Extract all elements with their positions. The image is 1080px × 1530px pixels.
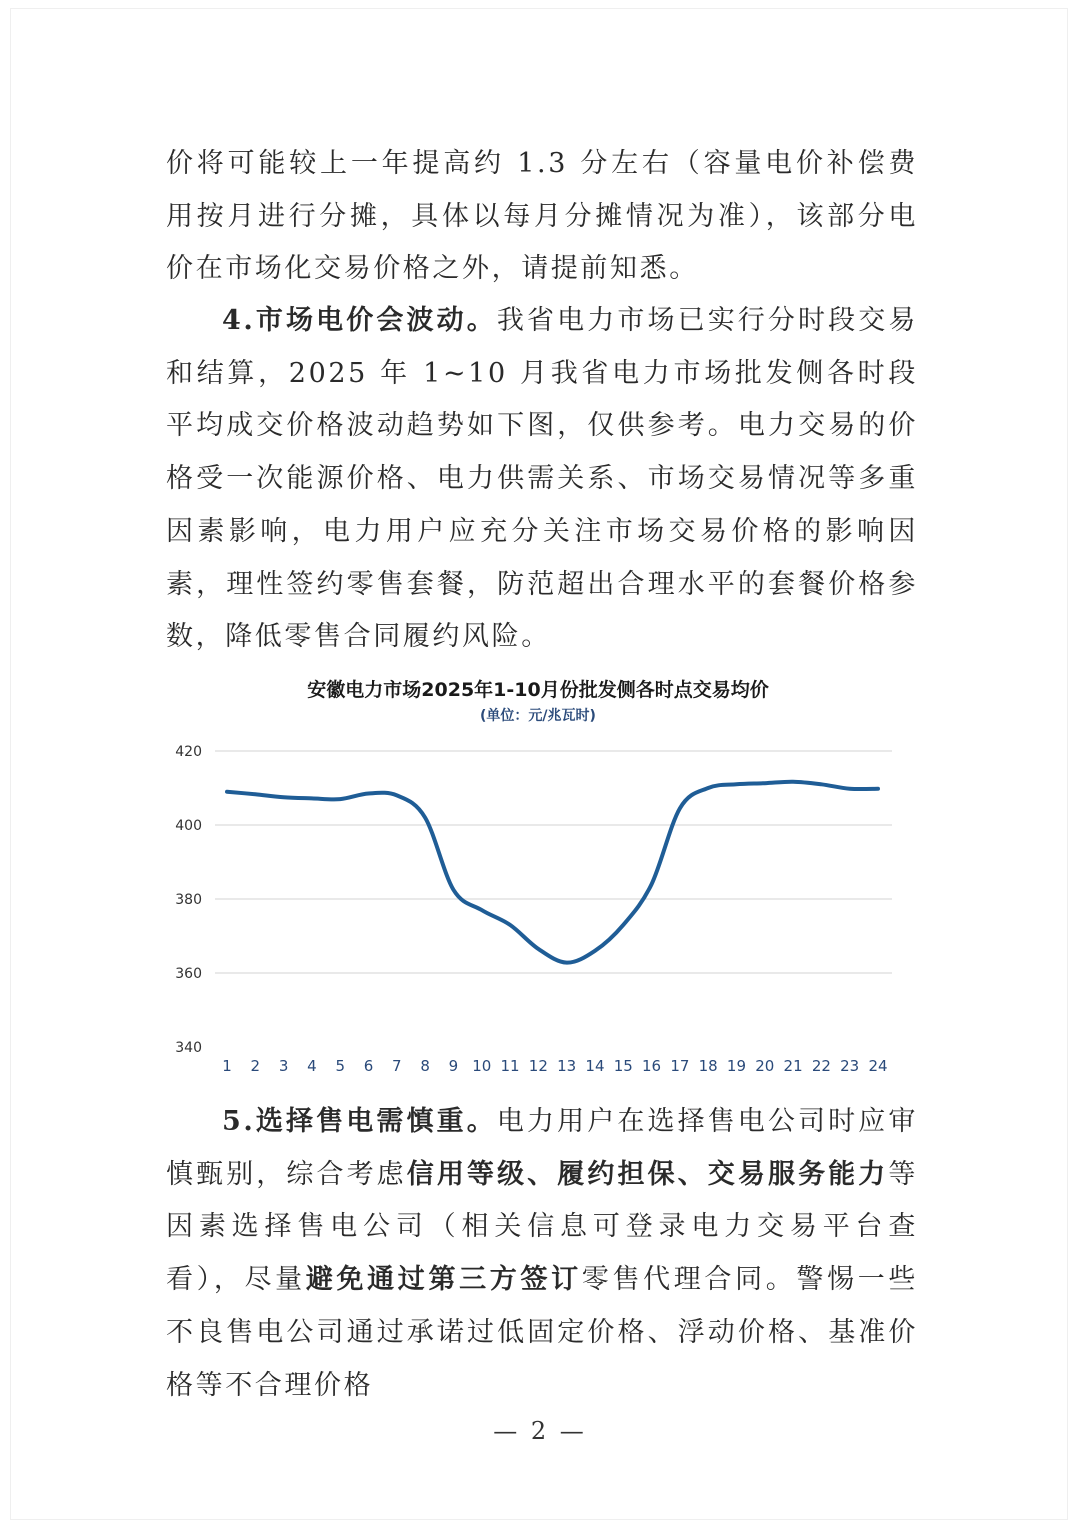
section-5-heading: 5.选择售电需慎重。: [222, 1106, 497, 1137]
chart-series: [227, 781, 879, 963]
data-point: [481, 910, 482, 911]
data-point: [510, 924, 511, 925]
x-tick-label: 23: [840, 1057, 860, 1075]
y-tick-label: 340: [175, 1040, 202, 1056]
data-point: [311, 798, 312, 799]
chart-x-axis: [222, 1057, 887, 1075]
x-tick-label: 15: [613, 1057, 633, 1075]
data-point: [651, 884, 652, 885]
x-tick-label: 16: [642, 1057, 662, 1075]
x-tick-label: 9: [448, 1057, 459, 1075]
x-tick-label: 17: [670, 1057, 690, 1075]
data-point: [821, 784, 822, 785]
data-point: [255, 794, 256, 795]
x-tick-label: 22: [811, 1057, 831, 1075]
data-point: [793, 781, 794, 782]
data-point: [594, 950, 595, 951]
x-tick-label: 6: [363, 1057, 374, 1075]
y-tick-label: 360: [175, 966, 202, 982]
section-5-text-3: 零售代理合同。警惕一些不良售电公司通过承诺过低固定价格、浮动价格、基准价格等不合理价格: [166, 1264, 918, 1401]
data-point: [425, 817, 426, 818]
data-point: [340, 799, 341, 800]
data-point: [736, 784, 737, 785]
x-tick-label: 13: [557, 1057, 577, 1075]
x-tick-label: 2: [250, 1057, 261, 1075]
section-5-text-2: 等因素选择售电公司（相关信息可登录电力交易平台查看），尽量: [166, 1158, 918, 1296]
series-line: [227, 782, 878, 963]
data-point: [368, 793, 369, 794]
data-point: [453, 889, 454, 890]
data-point: [878, 788, 879, 789]
chart-y-axis: [175, 744, 202, 1056]
data-point: [623, 924, 624, 925]
data-point: [566, 962, 567, 963]
price-chart-svg: [160, 674, 910, 1084]
chart-gridlines: [215, 751, 892, 973]
x-tick-label: 21: [783, 1057, 803, 1075]
service-capability-emphasis: 交易服务能力: [707, 1158, 889, 1190]
x-tick-label: 7: [392, 1057, 402, 1075]
data-point: [679, 808, 680, 809]
data-point: [283, 797, 284, 798]
x-tick-label: 20: [755, 1057, 775, 1075]
credit-level-emphasis: 信用等级: [406, 1158, 528, 1190]
section-4-heading: 4.市场电价会波动。: [222, 305, 497, 336]
chart-subtitle: (单位：元/兆瓦时): [480, 708, 596, 724]
y-tick-label: 400: [175, 818, 202, 834]
paragraph-continued-text: 价将可能较上一年提高约 1.3 分左右（容量电价补偿费用按月进行分摊，具体以每月分摊情况为准），该部分电价在市场化交易价格之外，请提前知悉。: [166, 148, 918, 285]
data-point: [396, 795, 397, 796]
y-tick-label: 380: [175, 892, 202, 908]
x-tick-label: 24: [868, 1057, 888, 1075]
chart-title: 安徽电力市场2025年1-10月份批发侧各时点交易均价: [307, 679, 769, 701]
section-4-body: 我省电力市场已实行分时段交易和结算，2025 年 1~10 月我省电力市场批发侧各时段平均成交价格波动趋势如下图，仅供参考。电力交易的价格受一次能源价格、电力供需关系、市场交易情况等多重因素影响，电力用户应充分关注市场交易价格的影响因素，理性签约零售套餐，防范超出合理水平的套餐价格参数，降低零售合同履约风险。: [166, 305, 918, 653]
data-point: [764, 783, 765, 784]
price-chart: [160, 674, 910, 1084]
separator: 、: [677, 1158, 708, 1190]
x-tick-label: 5: [335, 1057, 345, 1075]
data-point: [538, 948, 539, 949]
separator: 、: [527, 1158, 558, 1190]
x-tick-label: 18: [698, 1057, 718, 1075]
page-number: — 2 —: [493, 1417, 587, 1445]
x-tick-label: 8: [420, 1057, 430, 1075]
data-point: [849, 788, 850, 789]
avoid-third-party-emphasis: 避免通过第三方签订: [305, 1264, 582, 1296]
data-point: [227, 791, 228, 792]
x-tick-label: 10: [472, 1057, 492, 1075]
x-tick-label: 14: [585, 1057, 605, 1075]
section-5-text-1: 电力用户在选择售电公司时应审慎甄别，综合考虑: [166, 1106, 918, 1190]
x-tick-label: 12: [528, 1057, 548, 1075]
x-tick-label: 4: [307, 1057, 317, 1075]
section-4-paragraph: [166, 295, 918, 664]
section-5-paragraph: [166, 1096, 918, 1412]
x-tick-label: 11: [500, 1057, 520, 1075]
x-tick-label: 1: [222, 1057, 232, 1075]
paragraph-continued: [166, 138, 918, 296]
y-tick-label: 420: [175, 744, 202, 760]
x-tick-label: 19: [726, 1057, 747, 1075]
performance-guarantee-emphasis: 履约担保: [557, 1158, 678, 1190]
x-tick-label: 3: [278, 1057, 289, 1075]
data-point: [708, 788, 709, 789]
